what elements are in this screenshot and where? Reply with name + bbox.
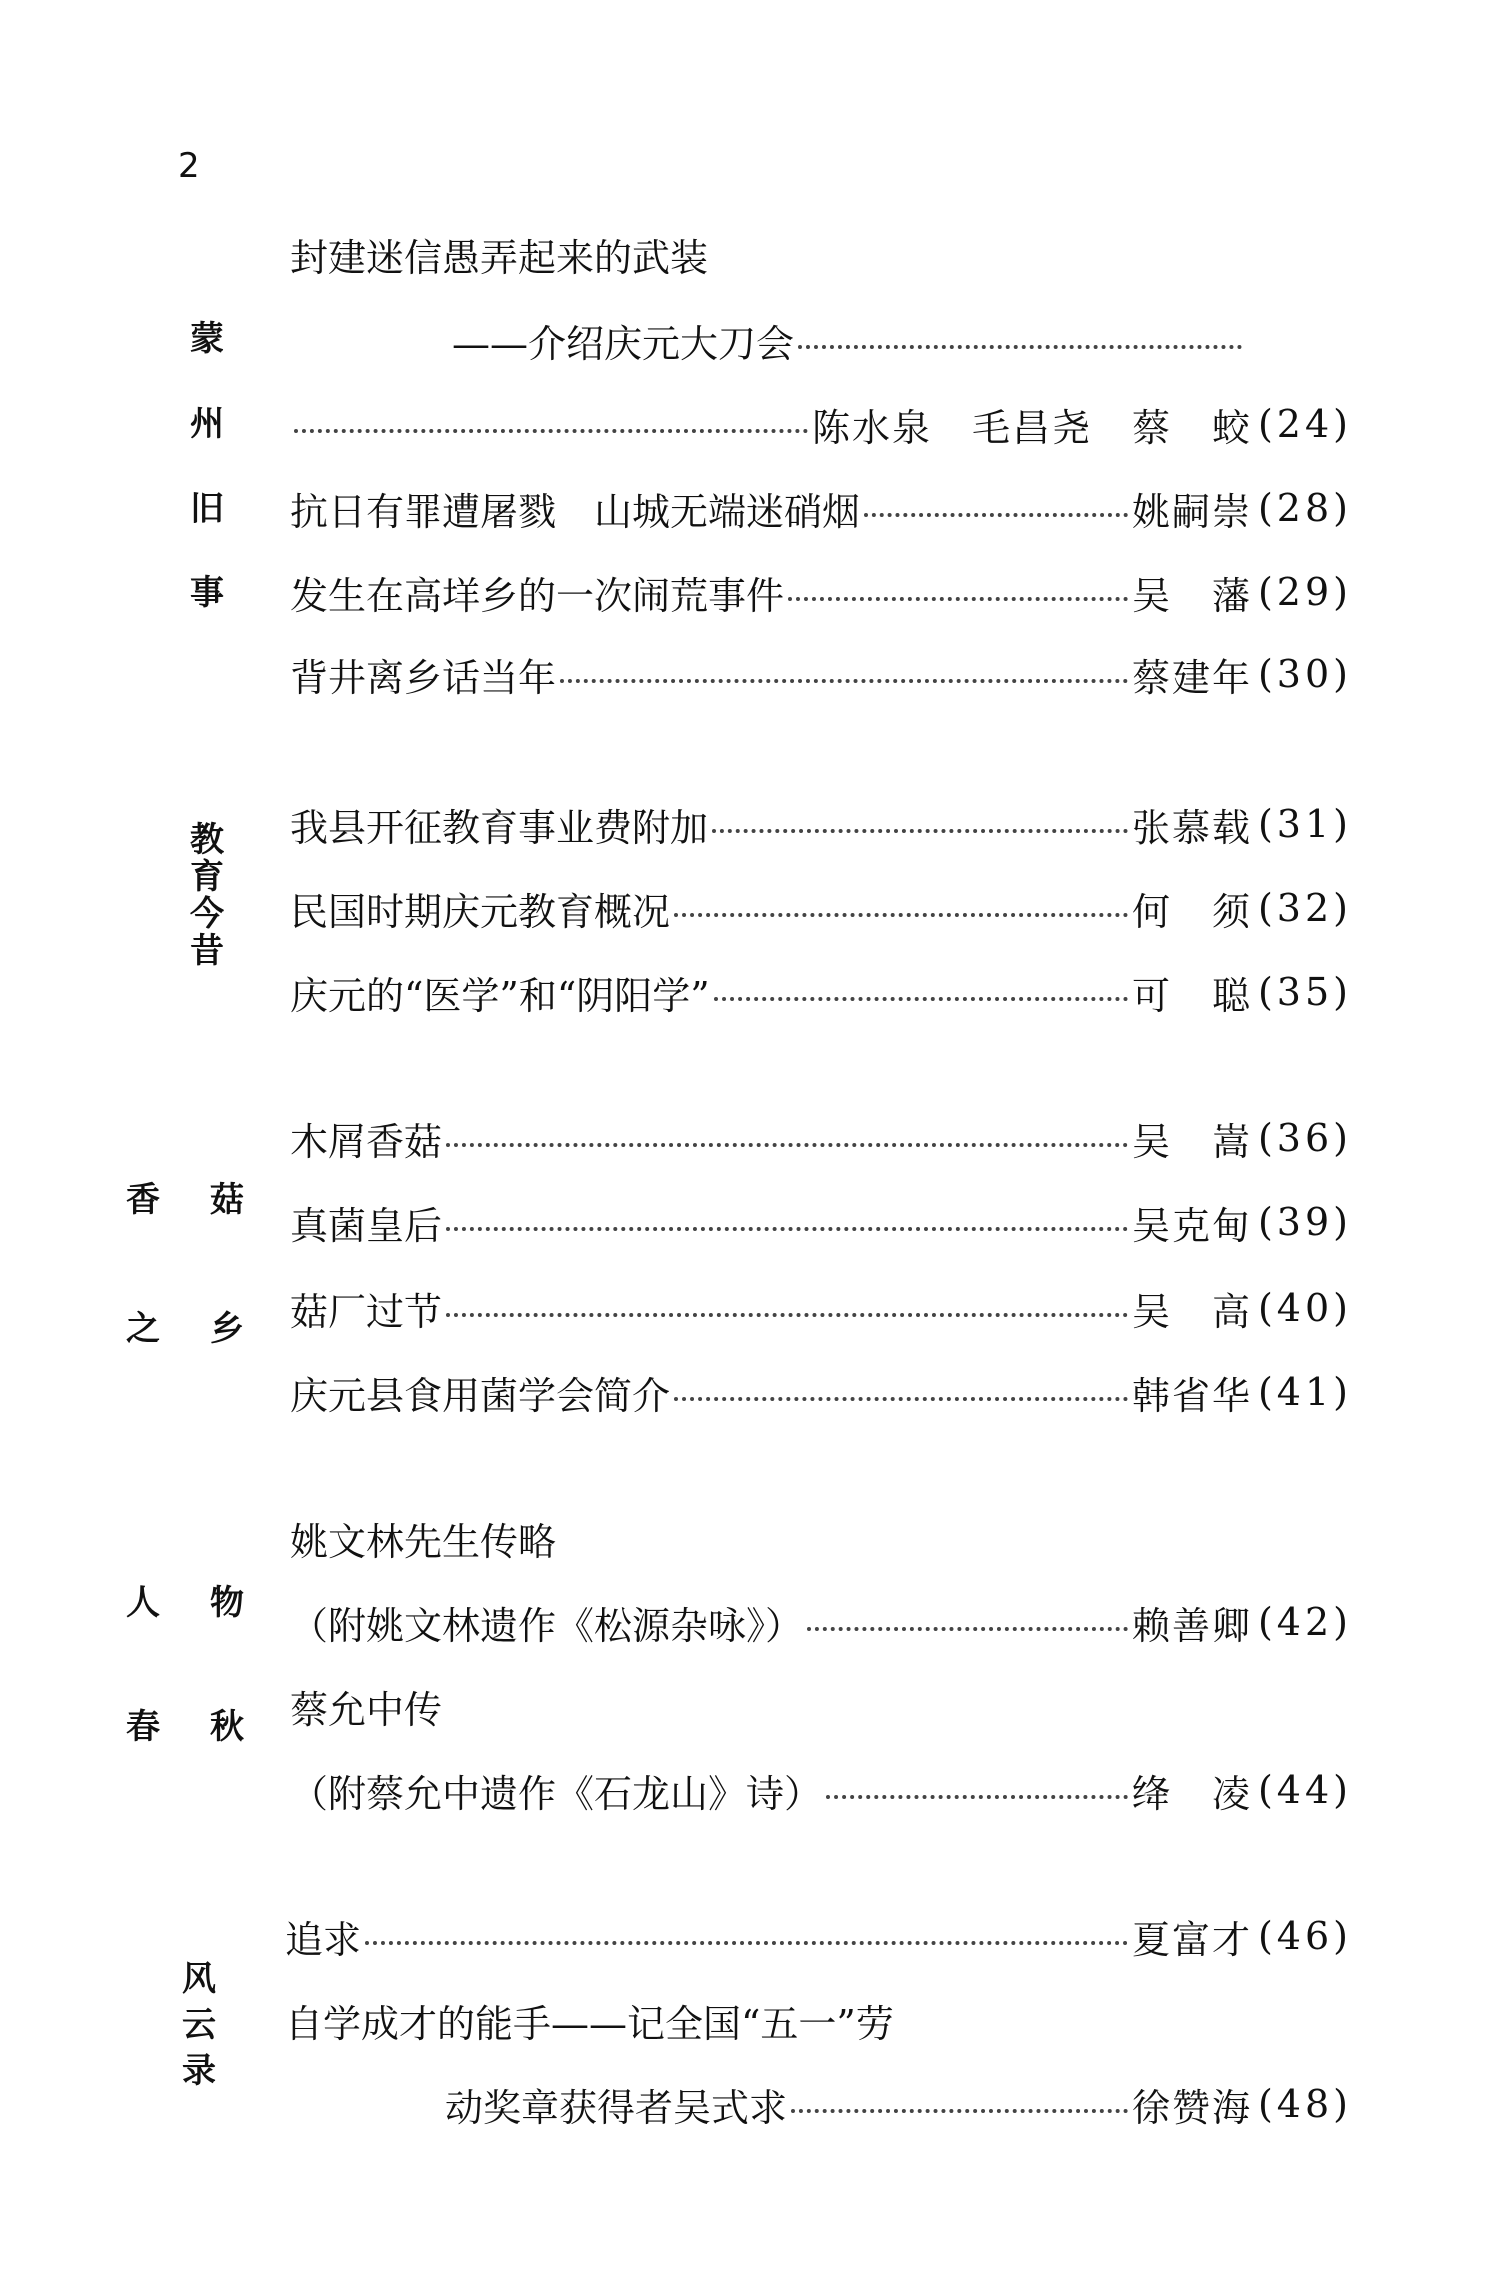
toc-entry-page: (46) (1257, 1914, 1352, 1958)
section-label-xiang-gu-zhi-xiang-char-2: 菇 (210, 1180, 244, 1220)
toc-entry-author: 何 须 (1131, 889, 1252, 934)
toc-entry (445, 2078, 1352, 2130)
section-label-meng-zhou-jiu-shi-char-1: 蒙 (190, 319, 224, 359)
toc-entry-title: 姚文林先生传略 (290, 1519, 557, 1564)
toc-entry-author: 韩省华 (1131, 1373, 1252, 1418)
section-label-xiang-gu-zhi-xiang-char-4: 乡 (210, 1309, 244, 1349)
toc-entry-author: 吴 藩 (1131, 573, 1252, 618)
leader-dots (365, 1941, 1128, 1945)
toc-entry-page: (32) (1257, 886, 1352, 930)
toc-entry (290, 228, 1352, 280)
toc-entry-title: 庆元县食用菌学会简介 (290, 1373, 671, 1418)
toc-entry (290, 1112, 1352, 1164)
toc-entry-title: 自学成才的能手——记全国“五一”劳 (285, 2001, 894, 2046)
toc-entry (290, 798, 1352, 850)
toc-entry (290, 966, 1352, 1018)
leader-dots (674, 913, 1128, 917)
toc-entry-author: 吴 嵩 (1131, 1119, 1252, 1164)
toc-entry-title: 抗日有罪遭屠戮 山城无端迷硝烟 (290, 489, 861, 534)
toc-entry-author: 可 聪 (1131, 973, 1252, 1018)
toc-entry-page: (39) (1257, 1200, 1352, 1244)
section-label-ren-wu-chun-qiu-char-1: 人 (126, 1583, 160, 1623)
leader-dots (798, 345, 1242, 349)
toc-entry (452, 314, 1246, 366)
toc-entry (285, 1994, 1352, 2046)
toc-entry-author: 绛 凌 (1131, 1771, 1252, 1816)
page-number: 2 (178, 146, 200, 186)
section-label-xiang-gu-zhi-xiang-char-3: 之 (126, 1309, 160, 1349)
section-label-jiao-yu-jin-xi-char-4: 昔 (190, 931, 224, 971)
toc-entry-author: 蔡建年 (1131, 655, 1252, 700)
toc-entry (285, 1910, 1352, 1962)
toc-entry-author: 吴克甸 (1131, 1203, 1252, 1248)
toc-entry-page: (48) (1257, 2082, 1352, 2126)
toc-entry (290, 1596, 1352, 1648)
toc-entry-title: 木屑香菇 (290, 1119, 443, 1164)
section-label-ren-wu-chun-qiu-char-4: 秋 (210, 1707, 244, 1747)
toc-entry-title: 我县开征教育事业费附加 (290, 805, 709, 850)
toc-entry-page: (29) (1257, 570, 1352, 614)
section-label-meng-zhou-jiu-shi-char-3: 旧 (190, 489, 224, 529)
section-label-jiao-yu-jin-xi-char-1: 教 (190, 820, 224, 860)
leader-dots (446, 1227, 1128, 1231)
toc-entry (290, 566, 1352, 618)
leader-dots (446, 1143, 1128, 1147)
section-label-jiao-yu-jin-xi-char-2: 育 (190, 857, 224, 897)
toc-entry-title: 动奖章获得者吴式求 (445, 2085, 788, 2130)
toc-entry-author: 姚嗣崇 (1131, 489, 1252, 534)
toc-entry-title: 民国时期庆元教育概况 (290, 889, 671, 934)
toc-entry-page: (44) (1257, 1768, 1352, 1812)
leader-dots (864, 513, 1128, 517)
toc-entry-title: 发生在高垟乡的一次闹荒事件 (290, 573, 785, 618)
leader-dots (712, 829, 1128, 833)
toc-entry-page: (42) (1257, 1600, 1352, 1644)
toc-entry-author: 张慕载 (1131, 805, 1252, 850)
toc-entry-page: (30) (1257, 652, 1352, 696)
toc-entry-author: 陈水泉 毛昌尧 蔡 蛟 (811, 405, 1252, 450)
toc-entry-author: 徐赞海 (1131, 2085, 1252, 2130)
leader-dots (788, 597, 1128, 601)
section-label-meng-zhou-jiu-shi-char-4: 事 (190, 573, 224, 613)
leader-dots (674, 1397, 1128, 1401)
toc-entry (290, 1680, 1352, 1732)
toc-entry-page: (41) (1257, 1370, 1352, 1414)
toc-entry (290, 1512, 1352, 1564)
toc-entry-page: (35) (1257, 970, 1352, 1014)
leader-dots (714, 997, 1128, 1001)
toc-entry (290, 1764, 1352, 1816)
toc-entry-page: (24) (1257, 402, 1352, 446)
leader-dots (807, 1627, 1128, 1631)
leader-dots (560, 679, 1128, 683)
toc-entry-title: 真菌皇后 (290, 1203, 443, 1248)
toc-entry-author: 赖善卿 (1131, 1603, 1252, 1648)
toc-entry (290, 1282, 1352, 1334)
toc-entry-page: (28) (1257, 486, 1352, 530)
section-label-feng-yun-lu-char-1: 风 (182, 1959, 216, 1999)
section-label-feng-yun-lu-char-2: 云 (182, 2005, 216, 2045)
toc-entry-title: 蔡允中传 (290, 1687, 443, 1732)
toc-entry-page: (36) (1257, 1116, 1352, 1160)
section-label-feng-yun-lu-char-3: 录 (182, 2051, 216, 2091)
leader-dots (446, 1313, 1128, 1317)
section-label-xiang-gu-zhi-xiang-char-1: 香 (126, 1180, 160, 1220)
toc-entry (290, 882, 1352, 934)
toc-entry (290, 1366, 1352, 1418)
toc-entry-title: （附姚文林遗作《松源杂咏》） (290, 1603, 804, 1648)
toc-entry (290, 398, 1352, 450)
toc-entry-page: (31) (1257, 802, 1352, 846)
toc-entry-title: 庆元的“医学”和“阴阳学” (290, 973, 710, 1018)
toc-entry (290, 1196, 1352, 1248)
toc-entry-title: （附蔡允中遗作《石龙山》诗） (290, 1771, 823, 1816)
toc-entry-title: 背井离乡话当年 (290, 655, 557, 700)
section-label-meng-zhou-jiu-shi-char-2: 州 (190, 404, 224, 444)
toc-entry-title: ——介绍庆元大刀会 (452, 321, 795, 366)
toc-entry-title: 封建迷信愚弄起来的武装 (290, 235, 709, 280)
section-label-ren-wu-chun-qiu-char-3: 春 (126, 1707, 160, 1747)
toc-entry-title: 菇厂过节 (290, 1289, 443, 1334)
toc-entry (290, 482, 1352, 534)
leader-dots (826, 1795, 1128, 1799)
toc-entry-author: 吴 高 (1131, 1289, 1252, 1334)
section-label-ren-wu-chun-qiu-char-2: 物 (210, 1583, 244, 1623)
leader-dots (791, 2109, 1128, 2113)
section-label-jiao-yu-jin-xi-char-3: 今 (190, 894, 224, 934)
toc-entry (290, 648, 1352, 700)
toc-entry-author: 夏富才 (1131, 1917, 1252, 1962)
toc-entry-page: (40) (1257, 1286, 1352, 1330)
leader-dots (294, 429, 808, 433)
toc-entry-title: 追求 (285, 1917, 362, 1962)
